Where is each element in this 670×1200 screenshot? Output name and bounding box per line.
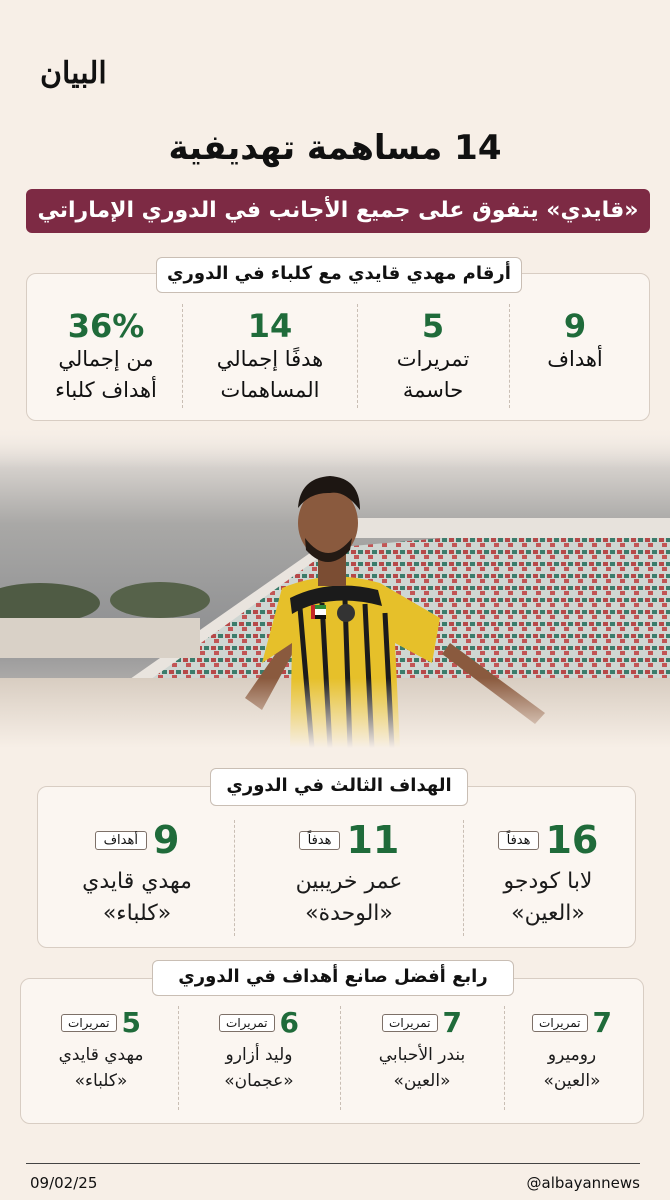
stat-goals [512, 308, 638, 375]
divider [357, 304, 358, 408]
page-title: 14 مساهمة تهديفية [168, 128, 502, 168]
divider [463, 820, 464, 936]
player-name: عمر خريبين [295, 869, 403, 894]
assist-card [344, 1008, 500, 1094]
footer-social-handle[interactable]: @albayannews [526, 1174, 640, 1192]
goals-unit-tag: هدفاً [299, 831, 341, 850]
stat-value: 5 [421, 307, 445, 345]
albayan-logo: البيان [40, 56, 107, 91]
scorers-panel-title: الهداف الثالث في الدوري [210, 768, 468, 806]
assists-value: 6 [279, 1006, 299, 1039]
assists-value: 5 [121, 1006, 141, 1039]
subheadline-banner: «قايدي» يتفوق على جميع الأجانب في الدوري الإماراتي [26, 189, 650, 233]
stat-assists [360, 308, 506, 406]
assist-card [182, 1008, 336, 1094]
assists-unit-tag: تمريرات [382, 1014, 438, 1032]
stat-label: أهداف [547, 347, 603, 371]
stat-share [32, 308, 180, 406]
goals-value: 9 [152, 818, 180, 862]
stat-label: هدفًا إجمالي [216, 347, 324, 371]
player-club: «عجمان» [224, 1071, 294, 1091]
stat-label: من إجمالي [58, 347, 154, 371]
stat-value: 36% [67, 307, 145, 345]
assists-value: 7 [442, 1006, 462, 1039]
player-club: «كلباء» [102, 901, 172, 926]
scorer-card [468, 820, 628, 930]
stat-label: حاسمة [402, 378, 464, 402]
divider [509, 304, 510, 408]
goals-unit-tag: هدفاً [498, 831, 540, 850]
divider [504, 1006, 505, 1110]
divider [234, 820, 235, 936]
goals-value: 11 [346, 818, 400, 862]
scorer-card [44, 820, 230, 930]
divider [182, 304, 183, 408]
player-club: «الوحدة» [305, 901, 393, 926]
stat-label: تمريرات [396, 347, 470, 371]
assists-value: 7 [592, 1006, 612, 1039]
player-name: مهدي قايدي [58, 1045, 144, 1065]
divider [178, 1006, 179, 1110]
goals-value: 16 [545, 818, 599, 862]
player-name: لابا كودجو [503, 869, 593, 894]
assist-card [28, 1008, 174, 1094]
stat-value: 14 [247, 307, 293, 345]
divider [340, 1006, 341, 1110]
assist-card [508, 1008, 636, 1094]
player-club: «كلباء» [74, 1071, 128, 1091]
player-club: «العين» [543, 1071, 601, 1091]
stat-label: أهداف كلباء [55, 378, 157, 402]
footer-date: 09/02/25 [30, 1174, 98, 1192]
player-club: «العين» [511, 901, 585, 926]
player-photo [0, 428, 670, 748]
assists-panel-title: رابع أفضل صانع أهداف في الدوري [152, 960, 514, 996]
stat-contributions [186, 308, 354, 406]
player-name: بندر الأحبابي [378, 1045, 466, 1065]
assists-unit-tag: تمريرات [219, 1014, 275, 1032]
player-name: مهدي قايدي [82, 869, 192, 894]
scorer-card [238, 820, 460, 930]
stats-panel-title: أرقام مهدي قايدي مع كلباء في الدوري [156, 257, 522, 293]
stat-label: المساهمات [220, 378, 320, 402]
player-name: روميرو [547, 1045, 597, 1065]
assists-unit-tag: تمريرات [61, 1014, 117, 1032]
stat-value: 9 [563, 307, 587, 345]
player-club: «العين» [393, 1071, 451, 1091]
assists-unit-tag: تمريرات [532, 1014, 588, 1032]
footer-divider [26, 1163, 640, 1164]
goals-unit-tag: أهداف [95, 831, 147, 850]
player-name: وليد أزارو [225, 1045, 293, 1065]
